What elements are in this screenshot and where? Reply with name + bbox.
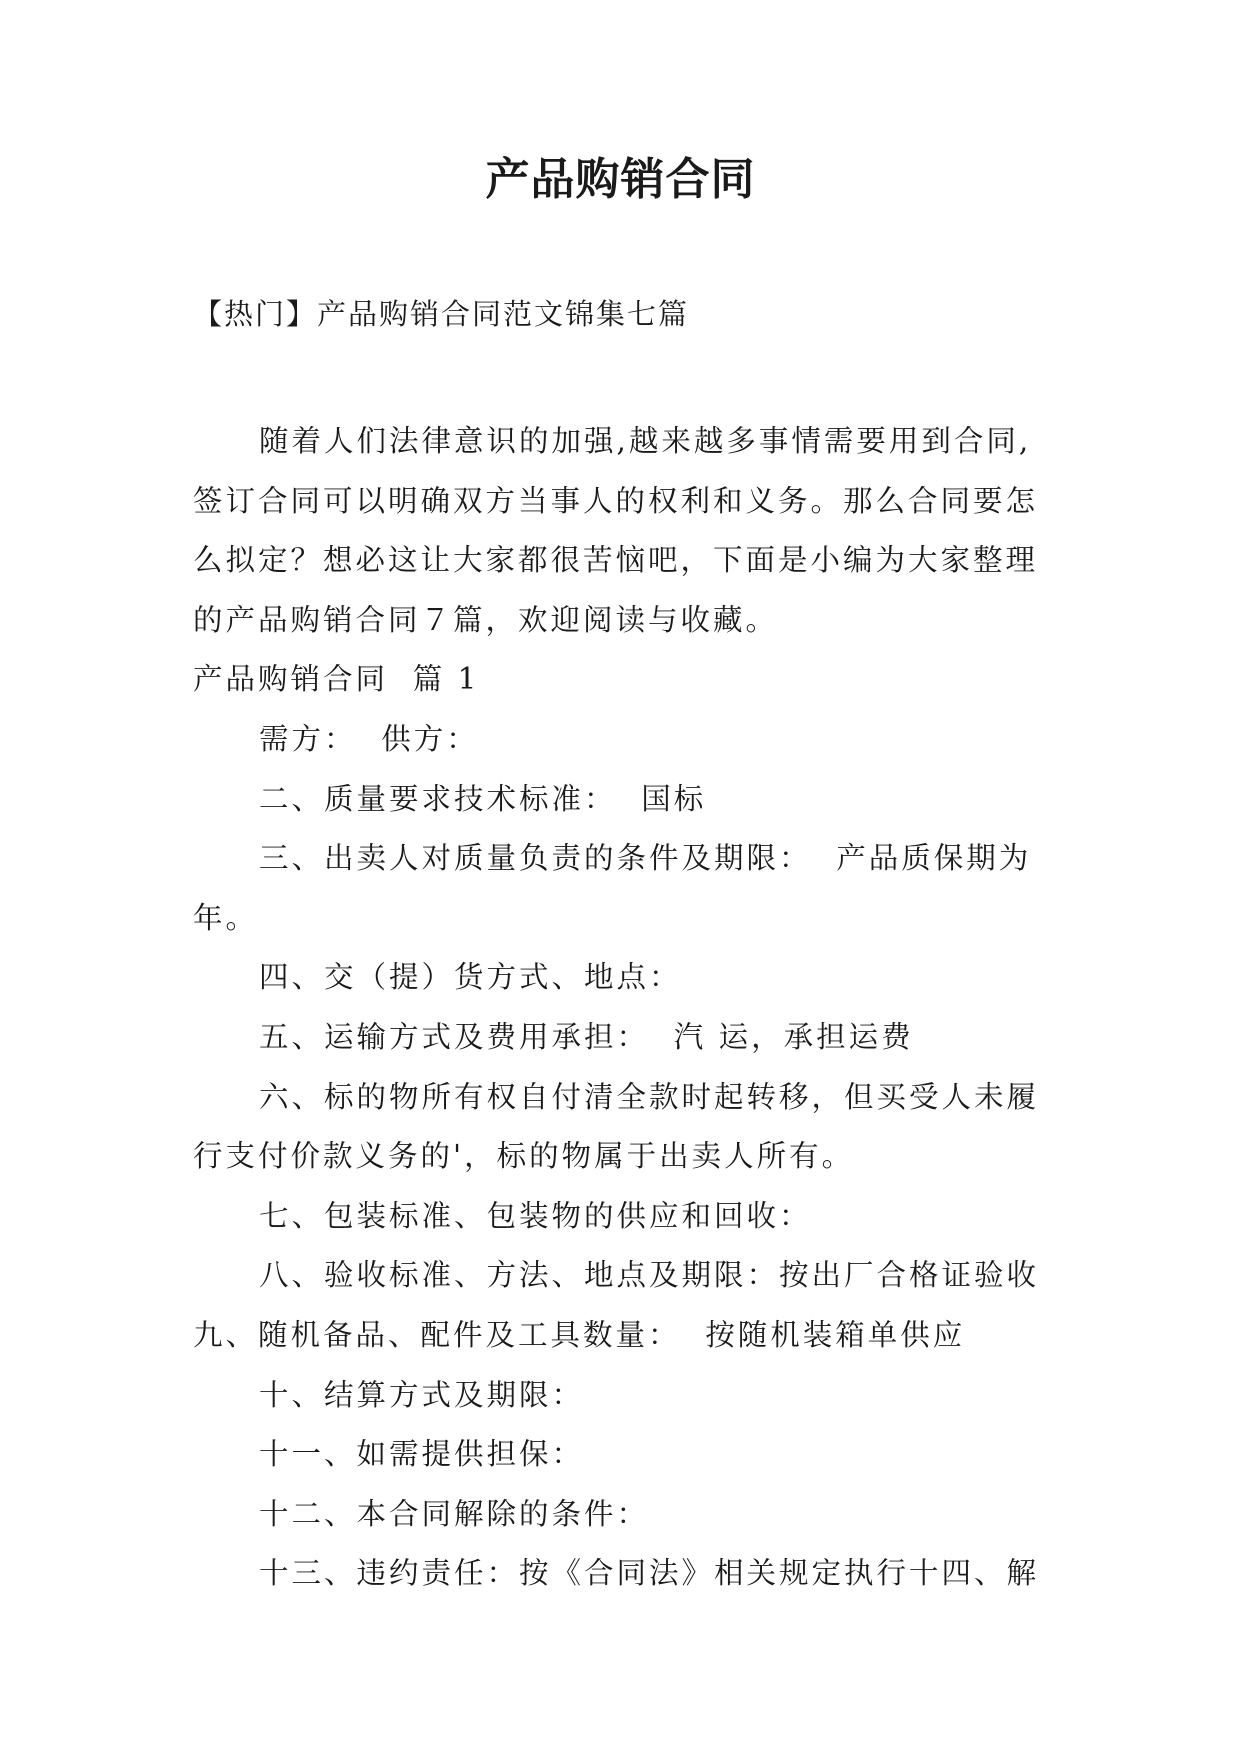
- clause-line: 四、交（提）货方式、地点：: [259, 960, 682, 995]
- intro-paragraph: [193, 412, 1055, 650]
- document-title: 产品购销合同: [485, 154, 756, 205]
- clause-paragraph: [193, 1366, 1055, 1426]
- clause-paragraph: [193, 770, 1055, 830]
- clause-paragraph: [193, 1068, 1055, 1187]
- intro-line: 签订合同可以明确双方当事人的权利和义务。那么合同要怎: [193, 483, 1039, 518]
- clause-line: 三、出卖人对质量负责的条件及期限： 产品质保期为: [259, 841, 1032, 876]
- intro-line: 随着人们法律意识的加强,越来越多事情需要用到合同,: [259, 424, 1032, 458]
- clause-line: 十、结算方式及期限：: [259, 1377, 585, 1412]
- clause-list: [193, 710, 1055, 1604]
- intro-line: 么拟定？想必这让大家都很苦恼吧，下面是小编为大家整理: [193, 543, 1039, 578]
- clause-paragraph: [193, 1246, 1055, 1306]
- clause-line: 五、运输方式及费用承担： 汽 运，承担运费: [259, 1019, 914, 1054]
- section-heading: 产品购销合同 篇 1: [193, 662, 480, 697]
- clause-paragraph: [193, 829, 1055, 948]
- clause-line: 需方： 供方：: [259, 721, 479, 756]
- clause-paragraph: [193, 1425, 1055, 1485]
- clause-line: 六、标的物所有权自付清全款时起转移，但买受人未履: [259, 1079, 1040, 1114]
- intro-line: 的产品购销合同７篇，欢迎阅读与收藏。: [193, 602, 779, 637]
- clause-line: 二、质量要求技术标准： 国标: [259, 781, 707, 816]
- clause-line: 十一、如需提供担保：: [259, 1437, 585, 1472]
- clause-line: 七、包装标准、包装物的供应和回收：: [259, 1198, 812, 1233]
- clause-paragraph: [193, 1544, 1055, 1604]
- clause-line: 行支付价款义务的'，标的物属于出卖人所有。: [193, 1139, 855, 1174]
- clause-paragraph: [193, 1187, 1055, 1247]
- clause-line: 十三、违约责任：按《合同法》相关规定执行十四、解: [259, 1556, 1040, 1591]
- document-body: [193, 412, 1055, 1604]
- clause-line: 九、随机备品、配件及工具数量： 按随机装箱单供应: [193, 1317, 966, 1352]
- document-subtitle: 【热门】产品购销合同范文锦集七篇: [193, 297, 690, 331]
- clause-paragraph: [193, 710, 1055, 770]
- clause-line: 八、验收标准、方法、地点及期限：按出厂合格证验收: [259, 1258, 1040, 1293]
- clause-line: 十二、本合同解除的条件：: [259, 1496, 650, 1531]
- clause-paragraph: [193, 948, 1055, 1008]
- clause-paragraph: [193, 1008, 1055, 1068]
- clause-paragraph: [193, 1485, 1055, 1545]
- clause-line: 年。: [193, 900, 259, 935]
- clause-paragraph: [193, 1306, 1055, 1366]
